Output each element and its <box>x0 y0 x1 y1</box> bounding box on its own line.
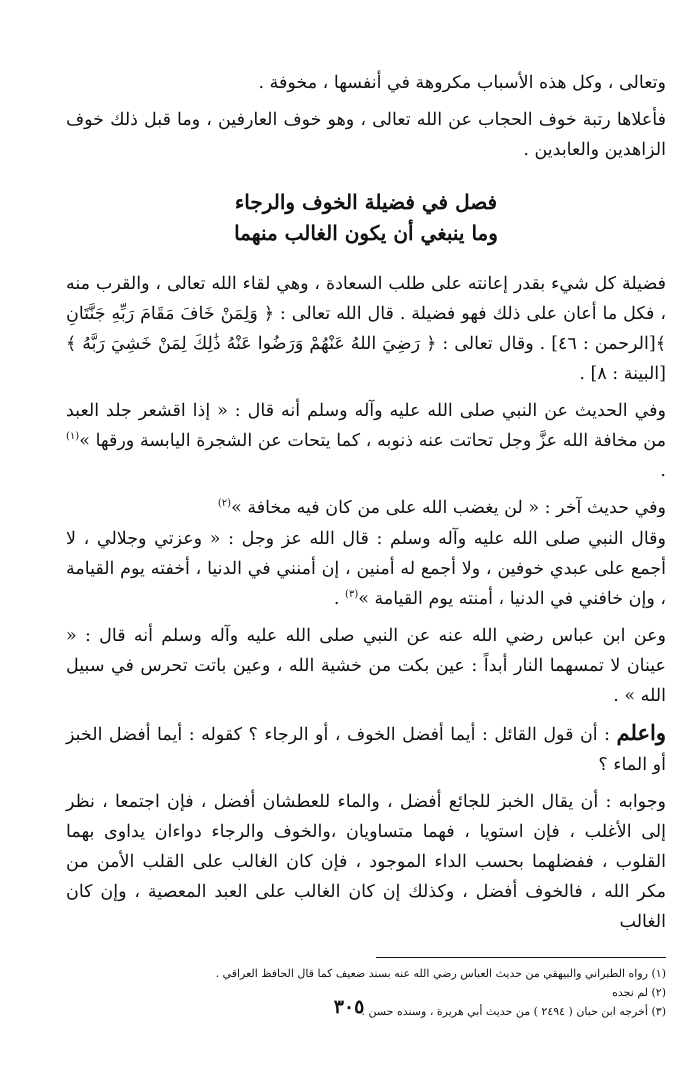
paragraph-intro-continuation: وتعالى ، وكل هذه الأسباب مكروهة في أنفسها ، مخوفة . <box>258 73 666 93</box>
hadith-1-text: وفي الحديث عن النبي صلى الله عليه وآله وسلم أنه قال : « إذا اقشعر جلد العبد من مخافة الله عزَّ وجل تحاتت عنه ذنوبه ، كما يتحات عن الشجرة اليابسة ورقها » <box>66 401 666 451</box>
footnote-marker-1: (١) <box>66 431 80 443</box>
paragraph-hadith-1 <box>66 396 666 486</box>
paragraph-ranks-of-fear: فأعلاها رتبة خوف الحجاب عن الله تعالى ، وهو خوف العارفين ، وما قبل ذلك خوف الزاهدين والعابدين . <box>66 110 666 160</box>
know-lead-word: واعلم <box>616 720 666 745</box>
paragraph-ibn-abbas: وعن ابن عباس رضي الله عنه عن النبي صلى الله عليه وآله وسلم أنه قال : « عينان لا تمسهما النار أبداً : عين بكت من خشية الله ، وعين باتت تحرس في سبيل الله » . <box>66 626 666 706</box>
section-heading-line-2: وما ينبغي أن يكون الغالب منهما <box>234 221 498 245</box>
know-text: : أن قول القائل : أيما أفضل الخوف ، أو الرجاء ؟ كقوله : أيما أفضل الخبز أو الماء ؟ <box>66 725 666 775</box>
footnote-2: (٢) لم نجده <box>612 986 666 999</box>
paragraph-know <box>66 718 666 780</box>
footnote-marker-2: (٢) <box>217 498 232 510</box>
footnote-marker-3: (٣) <box>345 589 359 601</box>
quran-verse-rahman: ﴿ وَلِمَنْ خَافَ مَقَامَ رَبِّهِ جَنَّتَانِ ﴾ <box>66 304 666 354</box>
paragraph-hadith-2 <box>66 493 666 523</box>
footnote-3: (٣) أخرجه ابن حبان ( ٢٤٩٤ ) من حديث أبي هريرة ، وسنده حسن . <box>361 1005 666 1018</box>
footnote-1: (١) رواه الطبراني والبيهقي من حديث العباس رضي الله عنه بسند ضعيف كما قال الحافظ العراقي . <box>215 967 666 980</box>
section-heading <box>66 187 666 249</box>
quran-verse-bayyinah: ﴿ رَضِيَ اللهُ عَنْهُمْ وَرَضُوا عَنْهُ ذَٰلِكَ لِمَنْ خَشِيَ رَبَّهُ ﴾ <box>66 334 437 354</box>
paragraph-virtue-text-1: فضيلة كل شيء بقدر إعانته على طلب السعادة ، وهي لقاء الله تعالى ، والقرب منه ، فكل ما أعان على ذلك فهو فضيلة . قال الله تعالى : <box>66 274 666 324</box>
quran-ref-bayyinah: [البينة : ٨] . <box>579 364 666 384</box>
page-number: ٣٠٥ <box>333 996 365 1018</box>
hadith-2-text: وفي حديث آخر : « لن يغضب الله على من كان فيه مخافة » <box>231 498 666 518</box>
paragraph-virtue <box>66 269 666 389</box>
hadith-3-end: . <box>333 589 346 609</box>
paragraph-hadith-3 <box>66 524 666 614</box>
footnote-divider <box>376 957 666 958</box>
hadith-3-text: وقال النبي صلى الله عليه وآله وسلم : قال الله عز وجل : « وعزتي وجلالي ، لا أجمع على عبدي خوفين ، ولا أجمع له أمنين ، إن أمنني في الدنيا ، أخفته يوم القيامة ، وإن خافني في الدنيا ، أمنته يوم القيامة » <box>66 529 666 609</box>
paragraph-answer: وجوابه : أن يقال الخبز للجائع أفضل ، والماء للعطشان أفضل ، فإن اجتمعا ، نظر إلى الأغلب ، فإن استويا ، فهما متساويان ،والخوف والرجاء دواءان يداوى بهما القلوب ، ففضلهما بحسب الداء الموجود ، فإن كان الغالب على القلب الأمن من مكر الله ، فالخوف أفضل ، وكذلك إن كان الغالب على العبد المعصية ، وإن كان الغالب <box>66 792 666 932</box>
section-heading-line-1: فصل في فضيلة الخوف والرجاء <box>234 190 498 214</box>
paragraph-virtue-text-2: . وقال تعالى : <box>442 334 546 354</box>
page-content <box>66 68 666 1021</box>
hadith-1-end: . <box>660 461 666 481</box>
quran-ref-rahman: [الرحمن : ٤٦] <box>551 334 656 354</box>
